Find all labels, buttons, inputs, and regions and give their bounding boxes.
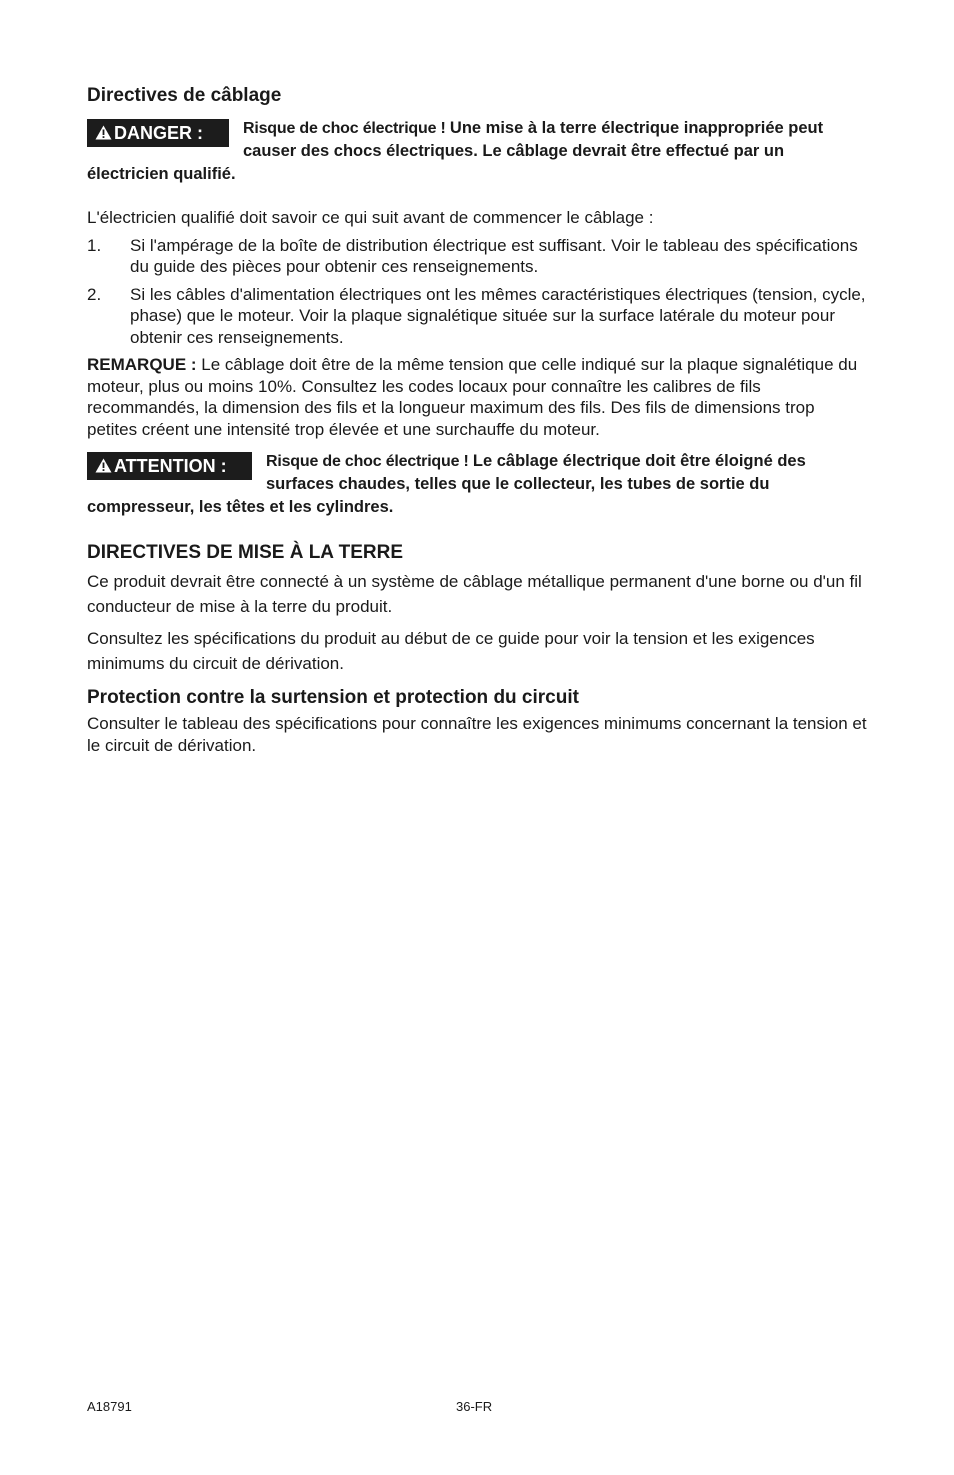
attention-badge bbox=[87, 452, 252, 480]
remark-label: REMARQUE : bbox=[87, 355, 197, 374]
remark-paragraph bbox=[87, 354, 869, 440]
protection-paragraph: Consulter le tableau des spécifications pour connaître les exigences minimums concernant la tension et le circuit de dérivation. bbox=[87, 714, 867, 755]
list-item-number: 2. bbox=[87, 284, 102, 304]
protection-title: Protection contre la surtension et protection du circuit bbox=[87, 687, 579, 708]
attention-label: ATTENTION : bbox=[114, 456, 227, 476]
page-number: 36-FR bbox=[456, 1399, 493, 1414]
list-item-text: Si l'ampérage de la boîte de distribution électrique est suffisant. Voir le tableau des spécifications du guide des pièces pour obtenir ces renseignements. bbox=[130, 235, 858, 276]
danger-lead: Risque de choc électrique ! bbox=[243, 120, 450, 137]
attention-text: Le câblage électrique doit être éloigné des surfaces chaudes, telles que le collecteur, les tubes de sortie du compresseur, les têtes et les cylindres. bbox=[87, 452, 806, 516]
page-content bbox=[87, 84, 869, 762]
grounding-paragraph-2: Consultez les spécifications du produit au début de ce guide pour voir la tension et les exigences minimums du circuit de dérivation. bbox=[87, 629, 815, 673]
wiring-requirements-list bbox=[87, 235, 869, 349]
attention-lead: Risque de choc électrique ! bbox=[266, 453, 473, 470]
document-code: A18791 bbox=[87, 1399, 132, 1414]
danger-notice bbox=[87, 117, 869, 186]
danger-label: DANGER : bbox=[114, 123, 203, 143]
grounding-title: DIRECTIVES DE MISE À LA TERRE bbox=[87, 542, 403, 563]
warning-triangle-icon bbox=[95, 458, 112, 473]
danger-text: Une mise à la terre électrique inappropriée peut causer des chocs électriques. Le câblage devrait être effectué par un électricien qualifié. bbox=[87, 119, 824, 183]
attention-notice bbox=[87, 450, 869, 519]
wiring-intro: L'électricien qualifié doit savoir ce qui suit avant de commencer le câblage : bbox=[87, 208, 654, 227]
list-item bbox=[87, 284, 869, 349]
list-item-text: Si les câbles d'alimentation électriques ont les mêmes caractéristiques électriques (tension, cycle, phase) que le moteur. Voir la plaque signalétique située sur la surface latérale du moteur pour obtenir ces renseignements. bbox=[130, 284, 866, 347]
warning-triangle-icon bbox=[95, 125, 112, 140]
list-item-number: 1. bbox=[87, 235, 102, 255]
grounding-paragraph-1: Ce produit devrait être connecté à un système de câblage métallique permanent d'une borne ou d'un fil conducteur de mise à la terre du produit. bbox=[87, 572, 862, 616]
wiring-title: Directives de câblage bbox=[87, 85, 282, 106]
remark-text: Le câblage doit être de la même tension que celle indiqué sur la plaque signalétique du moteur, plus ou moins 10%. Consultez les codes locaux pour connaître les calibres de fils recommandés, la dimension des fils et la longueur maximum des fils. Des fils de dimensions trop petites créent une intensité trop élevée et une surchauffe du moteur. bbox=[87, 355, 858, 439]
list-item bbox=[87, 235, 869, 278]
danger-badge bbox=[87, 119, 229, 147]
